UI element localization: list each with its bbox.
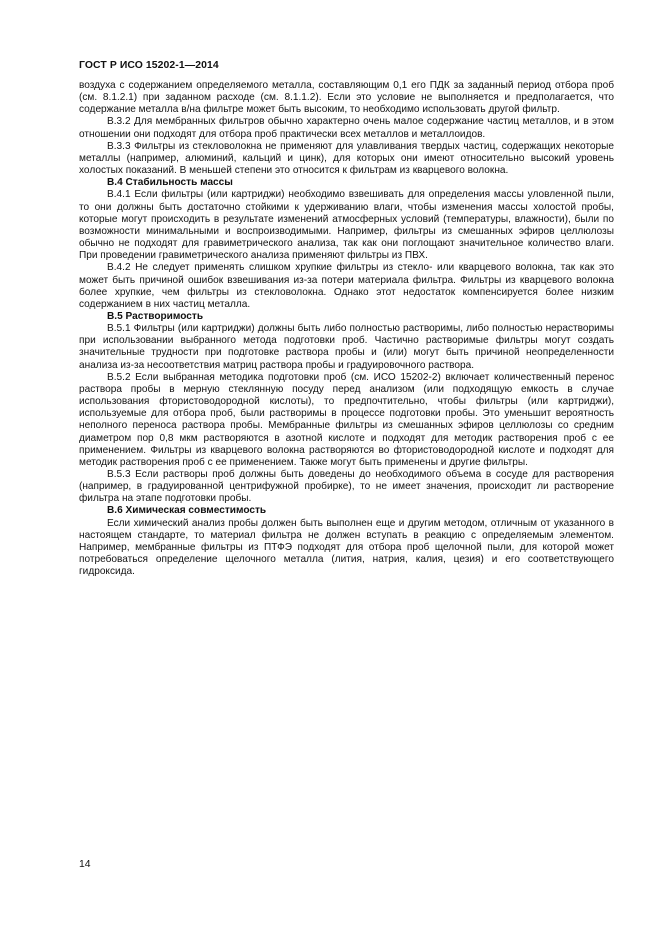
paragraph-b5-3: В.5.3 Если растворы проб должны быть доведены до необходимого объема в сосуде для растворения (например, в градуированной центрифужной пробирке), то не имеет значения, происходит ли растворение фильтра на этапе подготовки пробы.: [79, 469, 614, 505]
page-number: 14: [79, 859, 91, 870]
paragraph-b4-1: В.4.1 Если фильтры (или картриджи) необходимо взвешивать для определения массы уловленной пыли, то они должны быть достаточно стойкими к удерживанию влаги, чтобы изменения массы холостой пробы, которые могут происходить в результате изменений атмосферных условий (температуры, влажности), были по возможности минимальными и воспроизводимыми. Например, фильтры из смешанных эфиров целлюлозы обычно не подходят для гравиметрического анализа, так как они поглощают значительное количество влаги. При проведении гравиметрического анализа применяют фильтры из ПВХ.: [79, 189, 614, 262]
paragraph-b3-2: В.3.2 Для мембранных фильтров обычно характерно очень малое содержание частиц металлов, и в этом отношении они подходят для отбора проб практически всех металлов и металлоидов.: [79, 116, 614, 140]
paragraph-intro: воздуха с содержанием определяемого металла, составляющим 0,1 его ПДК за заданный период отбора проб (см. 8.1.2.1) при заданном расходе (см. 8.1.1.2). Если это условие не выполняется и предполагается, что содержание металла в/на фильтре может быть высоким, то необходимо использовать другой фильтр.: [79, 80, 614, 116]
section-heading-b6: В.6 Химическая совместимость: [107, 505, 267, 517]
section-heading-b5: В.5 Растворимость: [107, 310, 204, 322]
page-header-title: ГОСТ Р ИСО 15202-1—2014: [79, 60, 219, 71]
section-heading-b4: В.4 Стабильность массы: [107, 177, 233, 189]
paragraph-b5-2: В.5.2 Если выбранная методика подготовки проб (см. ИСО 15202-2) включает количественный перенос раствора пробы в мерную стеклянную посуду перед анализом (или подходящую емкость в случае использования фтористоводородной кислоты), то предпочтительно, чтобы фильтры (или картриджи), используемые для отбора проб, были растворимы в процессе подготовки пробы. Это уменьшит вероятность неполного переноса раствора пробы. Мембранные фильтры из смешанных эфиров целлюлозы со средним диаметром пор 0,8 мкм растворяются в азотной кислоте и подходят для методик растворения проб с ее применением. Фильтры из кварцевого волокна растворяются во фтористоводородной кислоте и подходят для методик растворения проб с ее применением. Также могут быть применены и другие фильтры.: [79, 371, 614, 468]
document-body: [79, 80, 614, 578]
paragraph-b4-2: В.4.2 Не следует применять слишком хрупкие фильтры из стекло- или кварцевого волокна, так как это может быть причиной ошибок взвешивания из-за потери материала фильтра. Фильтры из кварцевого волокна более хрупкие, чем фильтры из стекловолокна. Однако этот недостаток компенсируется более низким содержанием в них частиц металла.: [79, 262, 614, 310]
paragraph-b5-1: В.5.1 Фильтры (или картриджи) должны быть либо полностью растворимы, либо полностью нерастворимы при использовании выбранного метода подготовки проб. Частично растворимые фильтры могут создать значительные трудности при подготовке раствора пробы и (или) могут быть причиной неопределенности анализа из-за несоответствия матриц раствора пробы и градуировочного раствора.: [79, 323, 614, 371]
paragraph-b3-3: В.3.3 Фильтры из стекловолокна не применяют для улавливания твердых частиц, содержащих некоторые металлы (например, алюминий, кальций и цинк), для которых они имеют относительно высокий уровень холостых показаний. В меньшей степени это относится к фильтрам из кварцевого волокна.: [79, 140, 614, 177]
paragraph-b6: Если химический анализ пробы должен быть выполнен еще и другим методом, отличным от указанного в настоящем стандарте, то материал фильтра не должен вступать в реакцию с определяемым элементом. Например, мембранные фильтры из ПТФЭ подходят для отбора проб щелочной пыли, для которой может потребоваться определение щелочного металла (лития, натрия, калия, цезия) и его соответствующего гидроксида.: [79, 517, 614, 578]
